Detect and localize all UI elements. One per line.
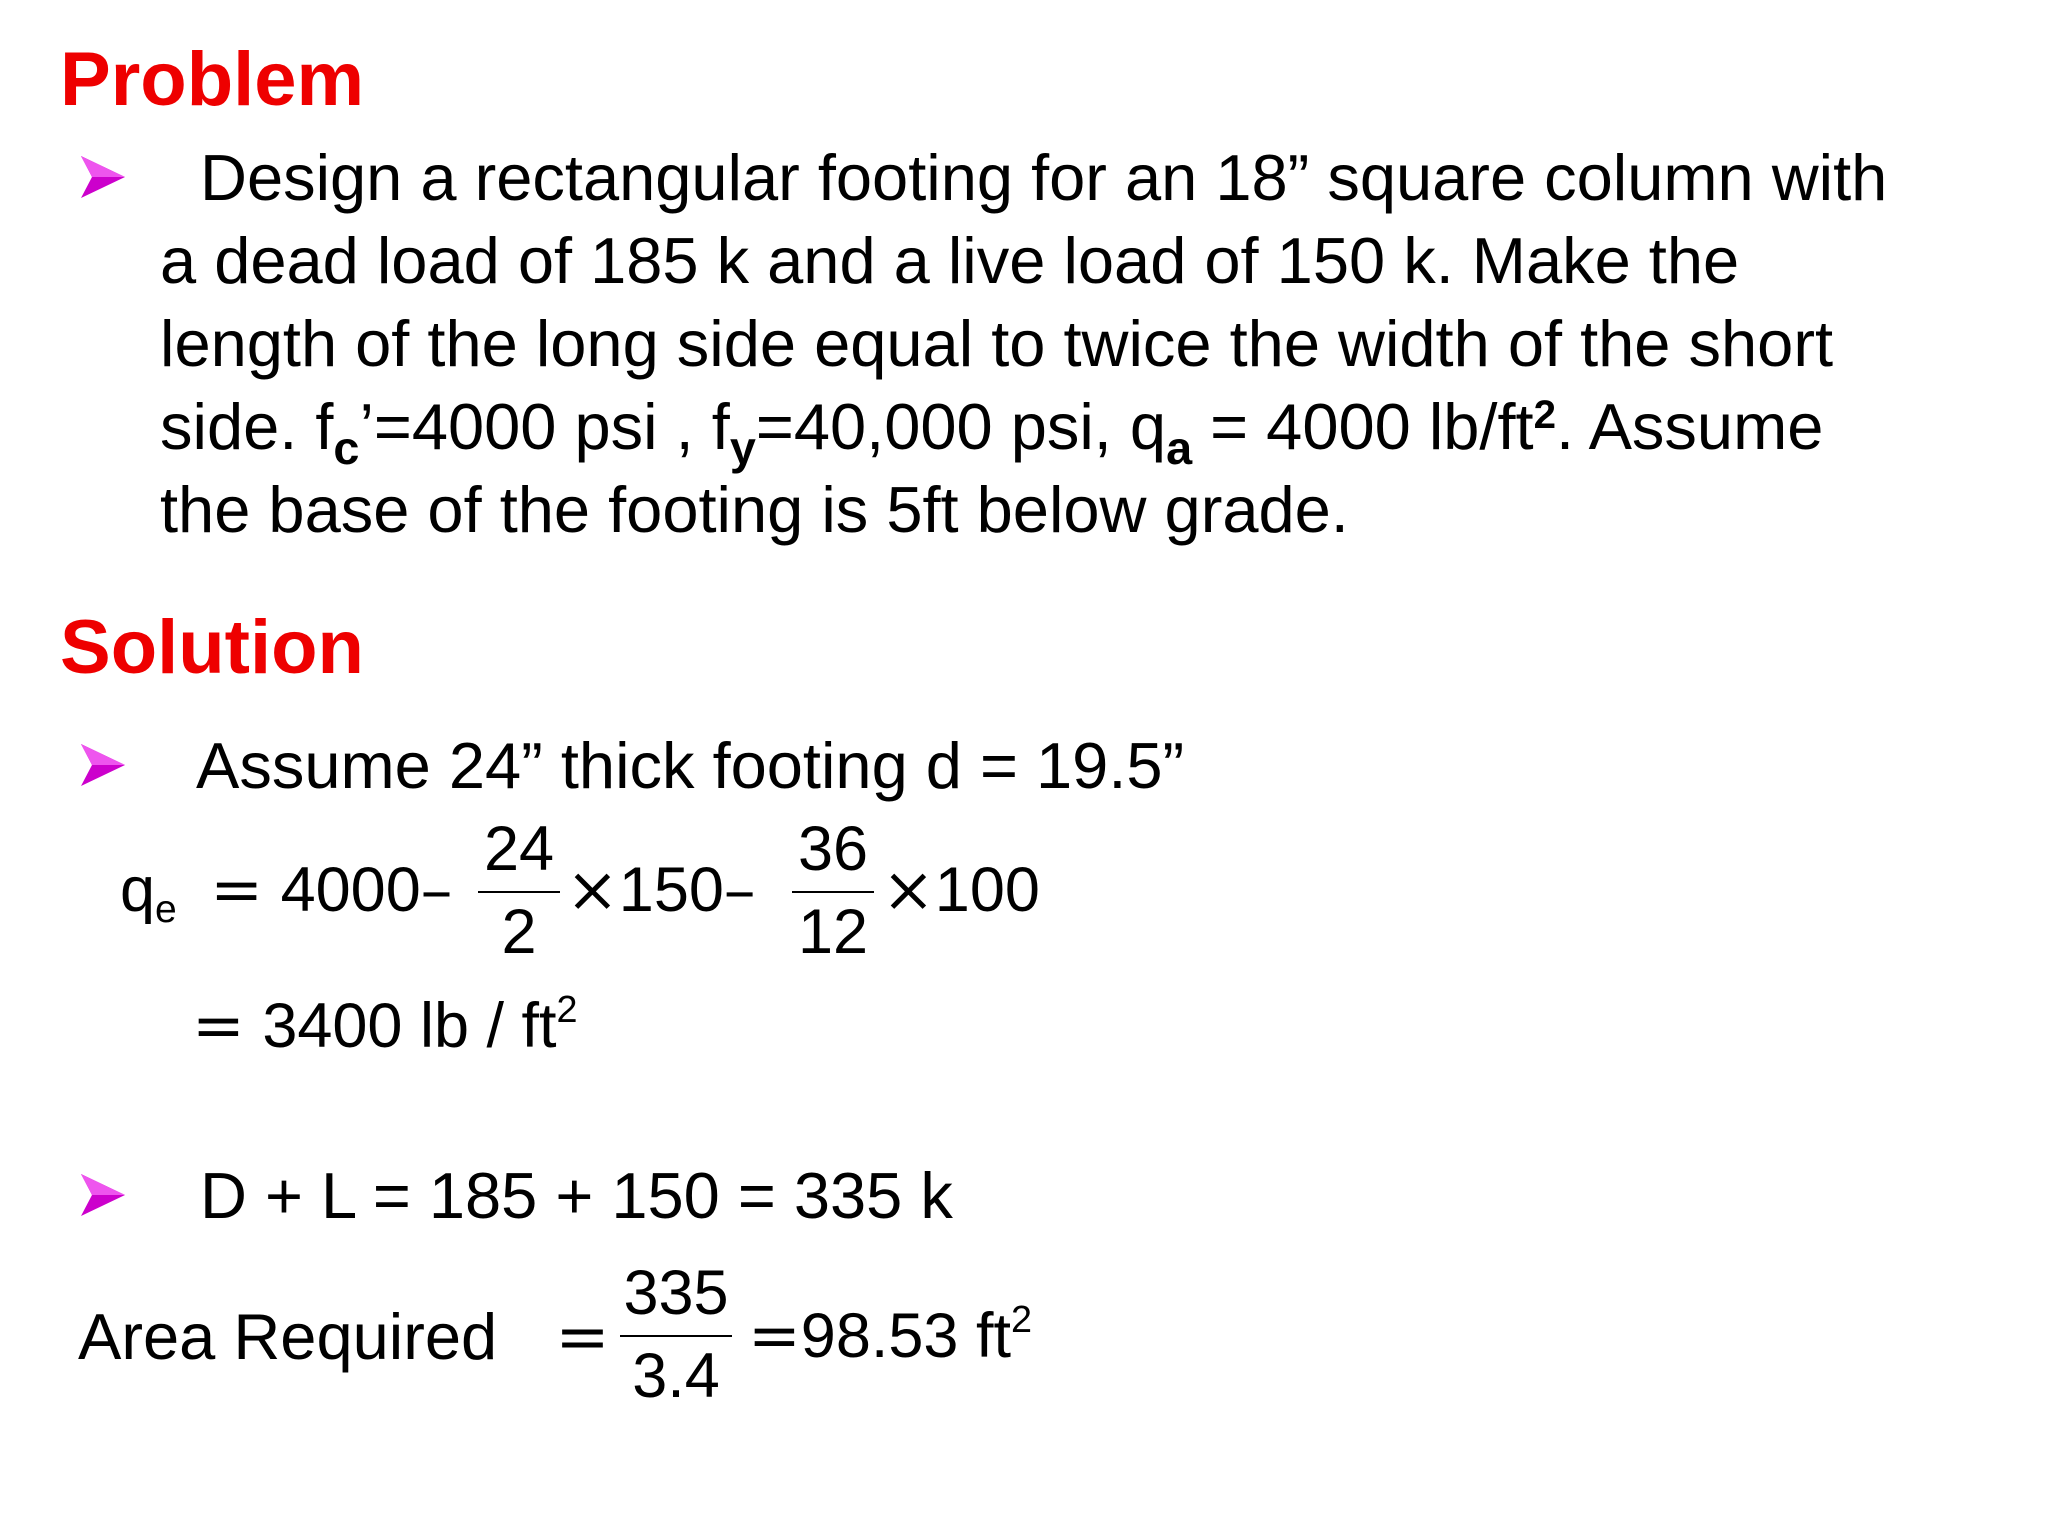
problem-line-2: a dead load of 185 k and a live load of 150 k. Make the — [160, 224, 1740, 297]
qe-result-value: 3400 lb / ft — [262, 991, 557, 1061]
qe-value-150: 150 — [618, 855, 724, 925]
problem-line-5: the base of the footing is 5ft below grade. — [160, 473, 1349, 546]
equals-sign: = — [192, 989, 245, 1062]
problem-line-3: length of the long side equal to twice the width of the short — [160, 307, 1834, 380]
subscript-y: y — [729, 421, 756, 474]
qe-value-100: 100 — [934, 855, 1040, 925]
fraction-denominator: 3.4 — [632, 1341, 720, 1411]
times-sign: × — [566, 853, 619, 926]
solution-heading: Solution — [60, 605, 364, 690]
problem-line-4 — [160, 385, 1824, 474]
solution-step-1: Assume 24” thick footing d = 19.5” — [196, 729, 1185, 802]
qe-result — [192, 989, 578, 1062]
problem-line-4-text: ’=4000 psi , f — [359, 390, 730, 463]
qe-equation-lhs — [120, 853, 453, 931]
qe-equation-mid — [566, 853, 756, 926]
fraction-numerator: 24 — [483, 814, 555, 884]
qe-value-4000: 4000 — [280, 855, 421, 925]
fraction-numerator: 335 — [623, 1258, 729, 1328]
fraction-bar — [792, 891, 874, 893]
area-result-value: 98.53 ft — [800, 1301, 1011, 1371]
problem-line-4-text: = 4000 lb/ft — [1192, 390, 1534, 463]
problem-heading: Problem — [60, 37, 365, 122]
qe-var: q — [120, 855, 156, 925]
equals-sign: = — [210, 853, 264, 926]
problem-line-4-text: =40,000 psi, q — [755, 390, 1167, 463]
problem-line-1: Design a rectangular footing for an 18” square column with — [200, 141, 1888, 214]
arrow-bullet-icon — [78, 740, 128, 790]
area-label: Area Required — [78, 1300, 498, 1373]
superscript-2: 2 — [1533, 392, 1557, 438]
problem-line-4-text: side. f — [160, 390, 334, 463]
superscript-2: 2 — [556, 989, 578, 1032]
minus-sign: – — [420, 853, 453, 926]
equals-sign: = — [555, 1300, 610, 1375]
solution-step-2: D + L = 185 + 150 = 335 k — [200, 1159, 953, 1232]
area-result — [748, 1299, 1032, 1372]
minus-sign: – — [723, 853, 756, 926]
subscript-c: c — [333, 421, 360, 474]
qe-equation-rhs — [882, 853, 1040, 926]
qe-var-subscript: e — [155, 887, 177, 931]
equals-sign: = — [748, 1299, 801, 1372]
fraction-numerator: 36 — [797, 814, 869, 884]
superscript-2: 2 — [1010, 1299, 1032, 1342]
arrow-bullet-icon — [78, 152, 128, 202]
arrow-bullet-icon — [78, 1170, 128, 1220]
area-required-label — [78, 1300, 610, 1375]
times-sign: × — [882, 853, 935, 926]
fraction-denominator: 12 — [797, 897, 869, 967]
qe-fraction-1 — [478, 814, 560, 967]
fraction-bar — [620, 1335, 732, 1337]
subscript-a: a — [1166, 421, 1193, 474]
area-fraction — [620, 1258, 732, 1411]
fraction-bar — [478, 891, 560, 893]
problem-line-4-text: . Assume — [1556, 390, 1824, 463]
fraction-denominator: 2 — [501, 897, 537, 967]
qe-fraction-2 — [792, 814, 874, 967]
